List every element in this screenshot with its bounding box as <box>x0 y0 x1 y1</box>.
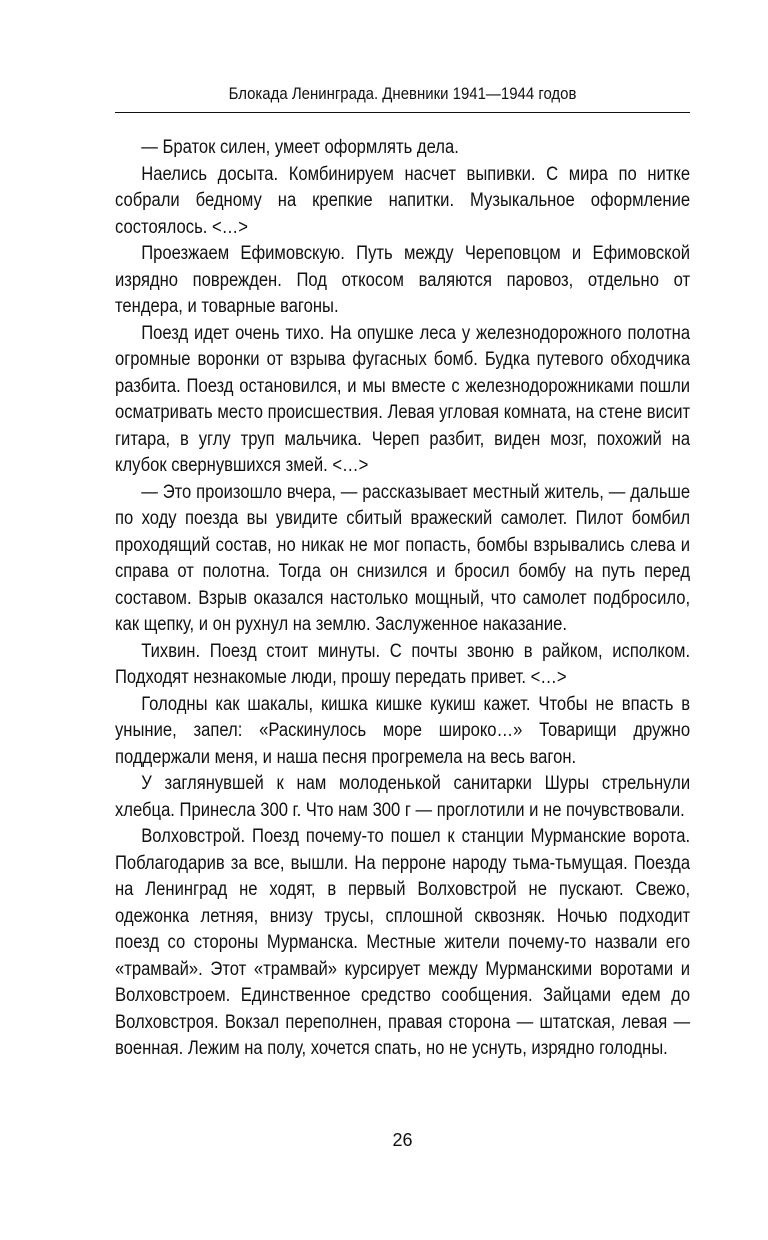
paragraph: — Это произошло вчера, — рассказывает местный житель, — дальше по ходу поезда вы увидите сбитый вражеский самолет. Пилот бомбил проходящий состав, но никак не мог попасть, бомбы взрывались слева и справа от полотна. Тогда он снизился и бросил бомбу на путь перед составом. Взрыв оказался настолько мощный, что самолет подбросило, как щепку, и он рухнул на землю. Заслуженное наказание. <box>115 481 691 635</box>
paragraph: Волховстрой. Поезд почему-то пошел к станции Мурманские ворота. Поблагодарив за все, вышли. На перроне народу тьма-тьмущая. Поезда на Ленинград не ходят, в первый Волховстрой не пускают. Свежо, одежонка летняя, внизу трусы, сплошной сквозняк. Ночью подходит поезд со стороны Мурманска. Местные жители почему-то назвали его «трамвай». Этот «трамвай» курсирует между Мурманскими воротами и Волховстроем. Единственное средство сообщения. Зайцами едем до Волховстроя. Вокзал переполнен, правая сторона — штатская, левая — военная. Лежим на полу, хочется спать, но не уснуть, изрядно голодны. <box>115 826 691 1059</box>
paragraph: — Браток силен, умеет оформлять дела. <box>141 137 459 158</box>
body-text <box>115 135 690 1063</box>
page-number: 26 <box>392 1130 413 1150</box>
paragraph: Тихвин. Поезд стоит минуты. С почты звоню в райком, исполком. Подходят незнакомые люди, прошу передать привет. <…> <box>115 640 691 688</box>
running-head: Блокада Ленинграда. Дневники 1941—1944 годов <box>228 84 577 103</box>
header-rule <box>115 112 690 113</box>
paragraph: Проезжаем Ефимовскую. Путь между Череповцом и Ефимовской изрядно поврежден. Под откосом валяются паровоз, отдельно от тендера, и товарные вагоны. <box>115 243 691 317</box>
paragraph: Наелись досыта. Комбинируем насчет выпивки. С мира по нитке собрали бедному на крепкие напитки. Музыкальное оформление состоялось. <…> <box>115 163 691 238</box>
paragraph: У заглянувшей к нам молоденькой санитарки Шуры стрельнули хлебца. Принесла 300 г. Что нам 300 г — проглотили и не почувствовали. <box>115 773 691 821</box>
paragraph: Голодны как шакалы, кишка кишке кукиш кажет. Чтобы не впасть в уныние, запел: «Раскинулось море широко…» Товарищи дружно поддержали меня, и наша песня прогремела на весь вагон. <box>115 693 691 768</box>
paragraph: Поезд идет очень тихо. На опушке леса у железнодорожного полотна огромные воронки от взрыва фугасных бомб. Будка путевого обходчика разбита. Поезд остановился, и мы вместе с железнодорожниками пошли осматривать место происшествия. Левая угловая комната, на стене висит гитара, в углу труп мальчика. Череп разбит, виден мозг, похожий на клубок свернувшихся змей. <…> <box>115 322 691 476</box>
